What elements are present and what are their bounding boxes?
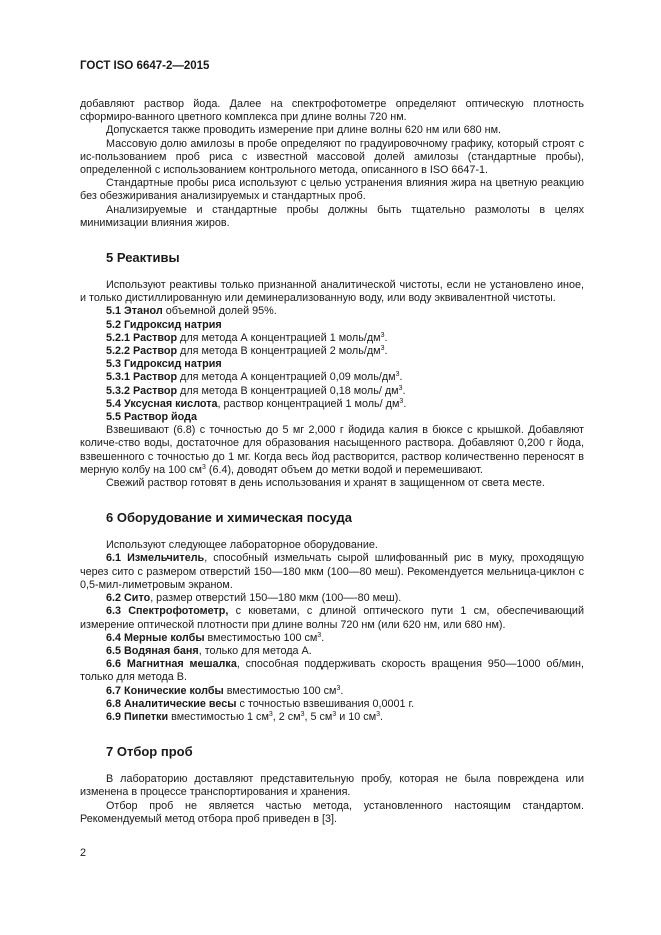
item-5-2 xyxy=(80,319,584,332)
item-6-7-text: вместимостью 100 см xyxy=(223,684,337,697)
item-6-9-term: 6.9 Пипетки xyxy=(106,710,169,723)
item-6-7-end: . xyxy=(340,684,344,697)
item-6-3-text: с кюветами, с длиной оптического пути 1 см, обеспечивающий измерение оптической плотности при длине волны 720 нм (или 620 нм, или 680 нм). xyxy=(80,605,584,631)
item-6-2 xyxy=(80,592,584,605)
item-5-4-end: . xyxy=(403,397,407,410)
item-5-2-1 xyxy=(80,332,584,345)
superscript: 3 xyxy=(300,710,305,718)
item-6-4 xyxy=(80,632,584,645)
item-6-1-text: , способный измельчать сырой шлифованный рис в муку, проходящую через сито с размером отверстий 150—180 мкм (100—80 меш). Рекомендуется мельница-циклон с 0,5-мил-лиметровым экраном. xyxy=(80,552,584,591)
iodine-procedure-end: (6.4), доводят объем до метки водой и перемешивают. xyxy=(205,463,483,476)
superscript: 3 xyxy=(317,631,322,639)
page-number: 2 xyxy=(80,847,87,859)
item-6-5-text: , только для метода А. xyxy=(198,644,312,657)
item-6-7 xyxy=(80,685,584,698)
intro-paragraph-4: Стандартные пробы риса используют с целью устранения влияния жира на цветную реакцию без обезжиривания анализируемых и стандартных проб. xyxy=(80,177,584,203)
item-5-3-2-term: 5.3.2 Раствор xyxy=(106,384,178,397)
section-7-paragraph-1: В лабораторию доставляют представительную пробу, которая не была повреждена или изменена в процессе транспортирования и хранения. xyxy=(80,773,584,799)
section-6-intro: Используют следующее лабораторное оборудование. xyxy=(106,539,378,552)
item-6-1 xyxy=(80,552,584,592)
section-5-heading: 5 Реактивы xyxy=(106,250,180,266)
item-5-3-1-term: 5.3.1 Раствор xyxy=(106,371,178,384)
item-5-2-term: 5.2 Гидроксид натрия xyxy=(106,318,222,331)
item-6-5-term: 6.5 Водяная баня xyxy=(106,644,199,657)
item-6-8-text: с точностью взвешивания 0,0001 г. xyxy=(236,697,415,710)
item-5-2-2-end: . xyxy=(384,345,388,358)
section-5-intro: Используют реактивы только признанной аналитической чистоты, если не установлено иное, и только дистиллированную или деминерализованную воду, или воду эквивалентной чистоты. xyxy=(80,279,584,305)
item-6-9-text-1: вместимостью 1 см xyxy=(168,710,269,723)
item-5-1-text: объемной долей 95%. xyxy=(162,305,277,318)
item-6-9-text-3: , 5 см xyxy=(304,710,333,723)
item-5-5 xyxy=(80,411,584,424)
item-6-6-term: 6.6 Магнитная мешалка xyxy=(106,658,237,671)
item-6-2-term: 6.2 Сито xyxy=(106,592,151,605)
item-5-3-1 xyxy=(80,371,584,384)
superscript: 3 xyxy=(376,710,381,718)
item-5-3-term: 5.3 Гидроксид натрия xyxy=(106,358,222,371)
item-5-2-2-term: 5.2.2 Раствор xyxy=(106,345,178,358)
item-6-9-end: . xyxy=(380,710,384,723)
superscript: 3 xyxy=(380,345,385,353)
item-5-4-text: , раствор концентрацией 1 моль/ дм xyxy=(217,397,400,410)
item-5-3-1-end: . xyxy=(399,371,403,384)
item-5-3-2-text: для метода В концентрацией 0,18 моль/ дм xyxy=(177,384,399,397)
item-6-7-term: 6.7 Конические колбы xyxy=(106,684,224,697)
item-6-9 xyxy=(80,711,584,724)
item-6-4-term: 6.4 Мерные колбы xyxy=(106,631,205,644)
item-6-5 xyxy=(80,645,584,658)
item-5-2-1-term: 5.2.1 Раствор xyxy=(106,331,178,344)
superscript: 3 xyxy=(395,371,400,379)
intro-paragraph-5: Анализируемые и стандартные пробы должны быть тщательно размолоты в целях минимизации влияния жиров. xyxy=(80,203,584,229)
item-6-4-text: вместимостью 100 см xyxy=(204,631,318,644)
item-5-3-1-text: для метода А концентрацией 0,09 моль/дм xyxy=(177,371,396,384)
superscript: 3 xyxy=(399,397,404,405)
section-6-heading: 6 Оборудование и химическая посуда xyxy=(106,510,352,526)
document-header: ГОСТ ISO 6647-2—2015 xyxy=(80,60,210,72)
item-6-8-term: 6.8 Аналитические весы xyxy=(106,697,237,710)
superscript: 3 xyxy=(332,710,337,718)
superscript: 3 xyxy=(336,684,341,692)
item-5-2-2 xyxy=(80,345,584,358)
item-5-3-2-end: . xyxy=(402,384,406,397)
item-5-4-term: 5.4 Уксусная кислота xyxy=(106,397,218,410)
section-7-heading: 7 Отбор проб xyxy=(106,744,193,760)
item-6-3 xyxy=(80,605,584,631)
item-6-2-text: , размер отверстий 150—180 мкм (100—-80 меш). xyxy=(150,592,402,605)
superscript: 3 xyxy=(380,331,385,339)
item-5-2-1-end: . xyxy=(384,331,388,344)
superscript: 3 xyxy=(268,710,273,718)
page-content xyxy=(80,98,584,826)
item-5-4 xyxy=(80,398,584,411)
superscript: 3 xyxy=(398,384,403,392)
item-6-1-term: 6.1 Измельчитель xyxy=(106,552,205,565)
item-5-1 xyxy=(80,305,584,318)
intro-paragraph-1: добавляют раствор йода. Далее на спектрофотометре определяют оптическую плотность сформиро-ванного цветного комплекса при длине волны 720 нм. xyxy=(80,98,584,124)
item-5-2-2-text: для метода В концентрацией 2 моль/дм xyxy=(177,345,381,358)
item-6-8 xyxy=(80,698,584,711)
item-5-3 xyxy=(80,358,584,371)
item-6-3-term: 6.3 Спектрофотометр, xyxy=(106,605,229,618)
item-6-9-text-2: , 2 см xyxy=(272,710,301,723)
iodine-storage: Свежий раствор готовят в день использования и хранят в защищенном от света месте. xyxy=(106,477,545,490)
item-5-3-2 xyxy=(80,385,584,398)
item-6-6 xyxy=(80,658,584,684)
item-6-4-end: . xyxy=(321,631,325,644)
item-6-6-text: , способная поддерживать скорость вращения 950—1000 об/мин, только для метода В. xyxy=(80,658,584,684)
item-5-2-1-text: для метода А концентрацией 1 моль/дм xyxy=(177,331,381,344)
section-7-paragraph-2: Отбор проб не является частью метода, установленного настоящим стандартом. Рекомендуемый метод отбора проб приведен в [3]. xyxy=(80,799,584,825)
item-6-9-text-4: и 10 см xyxy=(336,710,377,723)
intro-paragraph-2: Допускается также проводить измерение при длине волны 620 нм или 680 нм. xyxy=(106,124,502,137)
superscript: 3 xyxy=(201,463,206,471)
iodine-procedure xyxy=(80,424,584,477)
iodine-procedure-text: Взвешивают (6.8) с точностью до 5 мг 2,000 г йодида калия в бюксе с крышкой. Добавляют количе-ство воды, достаточное для образования насыщенного раствора. Добавляют 0,200 г йода, взвешенного с точностью до 1 мг. Когда весь йод растворится, раствор количественно переносят в мерную колбу на 100 см xyxy=(80,424,584,476)
item-5-1-term: 5.1 Этанол xyxy=(106,305,163,318)
item-5-5-term: 5.5 Раствор йода xyxy=(106,411,197,424)
intro-paragraph-3: Массовую долю амилозы в пробе определяют по градуировочному графику, который строят с ис-пользованием проб риса с известной массовой долей амилозы (стандартные пробы), определенной с использованием контрольного метода, описанного в ISO 6647-1. xyxy=(80,137,584,177)
